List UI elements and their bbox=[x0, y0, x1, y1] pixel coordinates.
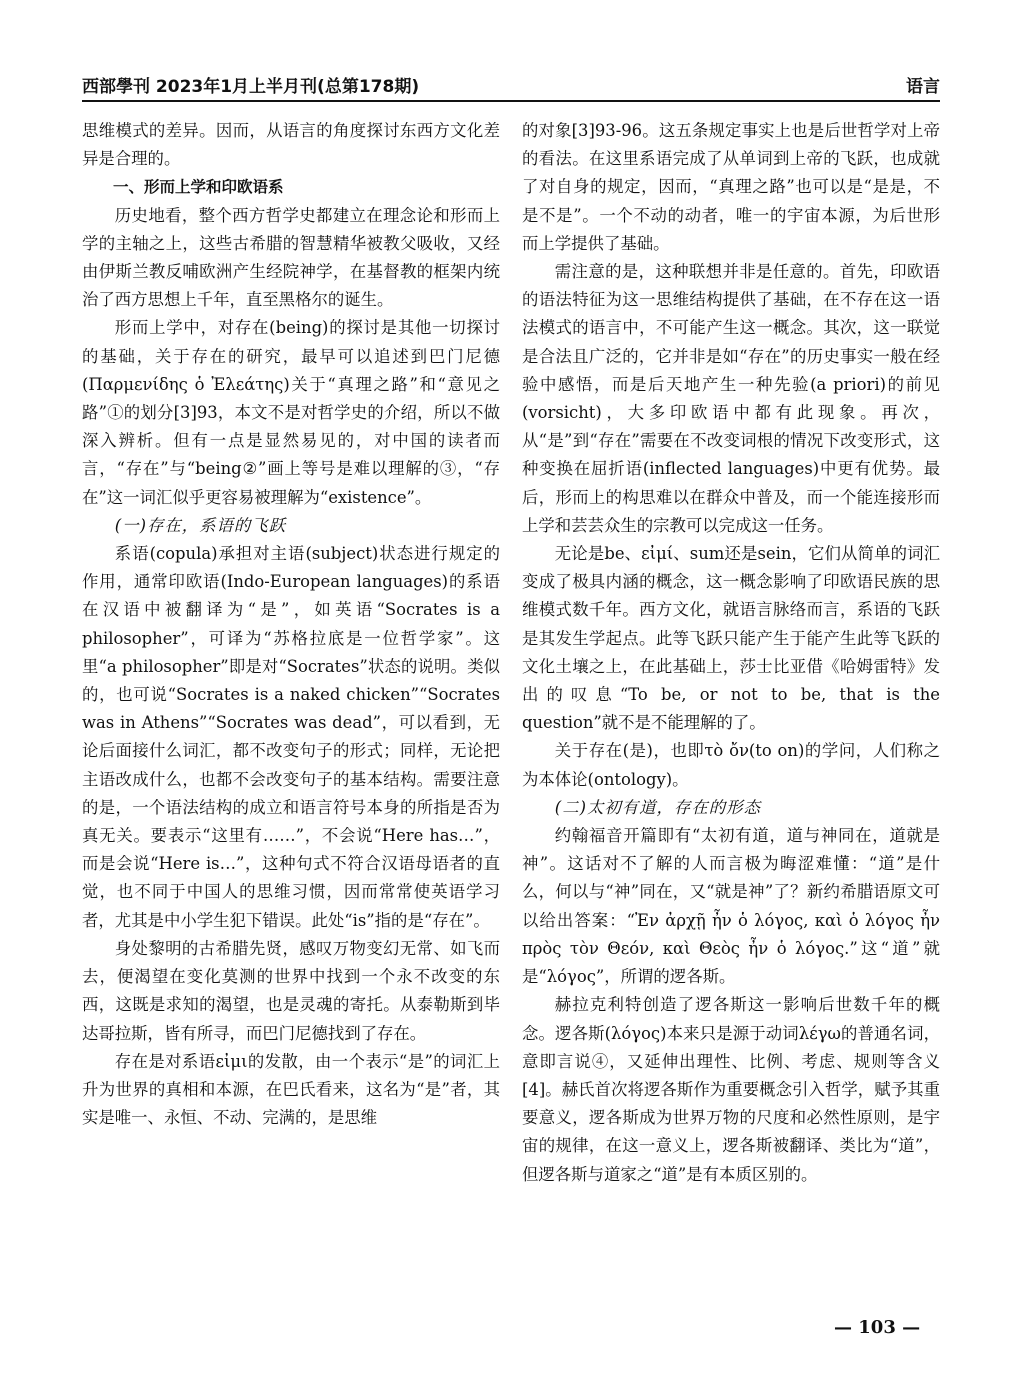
right-column bbox=[522, 117, 940, 1189]
section-label: 语言 bbox=[906, 77, 940, 97]
section-heading: 一、形而上学和印欧语系 bbox=[113, 178, 284, 197]
paragraph: 身处黎明的古希腊先贤，感叹万物变幻无常、如飞而去，便渴望在变化莫测的世界中找到一个永不改变的东西，这既是求知的渴望，也是灵魂的寄托。从泰勒斯到毕达哥拉斯，皆有所寻，而巴门尼德找到了存在。 bbox=[82, 938, 500, 1043]
paragraph: 关于存在(是)，也即τὸ ὄν(to on)的学问，人们称之为本体论(ontology)。 bbox=[522, 741, 940, 789]
paragraph: 存在是对系语εἰμι的发散，由一个表示“是”的词汇上升为世界的真相和本源，在巴氏看来，这名为“是”者，其实是唯一、永恒、不动、完满的，是思维 bbox=[82, 1051, 500, 1128]
running-header bbox=[82, 72, 940, 102]
paragraph: 需注意的是，这种联想并非是任意的。首先，印欧语的语法特征为这一思维结构提供了基础，在不存在这一语法模式的语言中，不可能产生这一概念。其次，这一联觉是合法且广泛的，它并非是如“存在”的历史事实一般在经验中感悟，而是后天地产生一种先验(a priori)的前见(vorsicht)，大多印欧语中都有此现象。再次，从“是”到“存在”需要在不改变词根的情况下改变形式，这种变换在屈折语(inflected languages)中更有优势。最后，形而上的构思难以在群众中普及，而一个能连接形而上学和芸芸众生的宗教可以完成这一任务。 bbox=[522, 262, 940, 535]
left-column bbox=[82, 117, 500, 1132]
paragraph: 思维模式的差异。因而，从语言的角度探讨东西方文化差异是合理的。 bbox=[82, 121, 500, 169]
paragraph: 的对象[3]93-96。这五条规定事实上也是后世哲学对上帝的看法。在这里系语完成了从单词到上帝的飞跃，也成就了对自身的规定，因而，“真理之路”也可以是“是是，不是不是”。一个不动的动者，唯一的宇宙本源，为后世形而上学提供了基础。 bbox=[522, 121, 940, 253]
subsection-heading: (一)存在，系语的飞跃 bbox=[114, 515, 287, 535]
paragraph: 无论是be、εἰμί、sum还是sein，它们从简单的词汇变成了极具内涵的概念，这一概念影响了印欧语民族的思维模式数千年。西方文化，就语言脉络而言，系语的飞跃是其发生学起点。此等飞跃只能产生于能产生此等飞跃的文化土壤之上，在此基础上，莎士比亚借《哈姆雷特》发出的叹息“To be, or not to be, that is the question”就不是不能理解的了。 bbox=[522, 544, 940, 733]
paragraph: 约翰福音开篇即有“太初有道，道与神同在，道就是神”。这话对不了解的人而言极为晦涩难懂：“道”是什么，何以与“神”同在，又“就是神”了？新约希腊语原文可以给出答案：“Ἐν ἀρχῇ ἦν ὁ λόγος, καὶ ὁ λόγος ἦν πρὸς τὸν Θεόν, καὶ Θεὸς ἦν ὁ λόγος.”这“道”就是“λόγος”，所谓的逻各斯。 bbox=[522, 826, 940, 987]
paragraph: 赫拉克利特创造了逻各斯这一影响后世数千年的概念。逻各斯(λόγος)本来只是源于动词λέγω的普通名词，意即言说④，又延伸出理性、比例、考虑、规则等含义[4]。赫氏首次将逻各斯作为重要概念引入哲学，赋予其重要意义，逻各斯成为世界万物的尺度和必然性原则，是宇宙的规律，在这一意义上，逻各斯被翻译、类比为“道”，但逻各斯与道家之“道”是有本质区别的。 bbox=[522, 995, 940, 1184]
paragraph: 形而上学中，对存在(being)的探讨是其他一切探讨的基础，关于存在的研究，最早可以追述到巴门尼德(Παρμενίδης ὁ Ἐλεάτης)关于“真理之路”和“意见之路”①的划分[3]93，本文不是对哲学史的介绍，所以不做深入辨析。但有一点是显然易见的，对中国的读者而言，“存在”与“being②”画上等号是难以理解的③，“存在”这一词汇似乎更容易被理解为“existence”。 bbox=[82, 318, 500, 507]
page-number: — 103 — bbox=[834, 1317, 921, 1338]
journal-title: 西部學刊 2023年1月上半月刊(总第178期) bbox=[82, 77, 420, 97]
paragraph: 历史地看，整个西方哲学史都建立在理念论和形而上学的主轴之上，这些古希腊的智慧精华被教父吸收，又经由伊斯兰教反哺欧洲产生经院神学，在基督教的框架内统治了西方思想上千年，直至黑格尔的诞生。 bbox=[82, 205, 500, 310]
paragraph: 系语(copula)承担对主语(subject)状态进行规定的作用，通常印欧语(Indo-European languages)的系语在汉语中被翻译为“是”，如英语“Socrates is a philosopher”，可译为“苏格拉底是一位哲学家”。这里“a philosopher”即是对“Socrates”状态的说明。类似的，也可说“Socrates is a naked chicken”“Socrates was in Athens”“Socrates was dead”，可以看到，无论后面接什么词汇，都不改变句子的形式；同样，无论把主语改成什么，也都不会改变句子的基本结构。需要注意的是，一个语法结构的成立和语言符号本身的所指是否为真无关。要表示“这里有……”，不会说“Here has…”，而是会说“Here is…”，这种句式不符合汉语母语者的直觉，也不同于中国人的思维习惯，因而常常使英语学习者，尤其是中小学生犯下错误。此处“is”指的是“存在”。 bbox=[82, 544, 500, 930]
subsection-heading: (二)太初有道，存在的形态 bbox=[554, 797, 761, 817]
